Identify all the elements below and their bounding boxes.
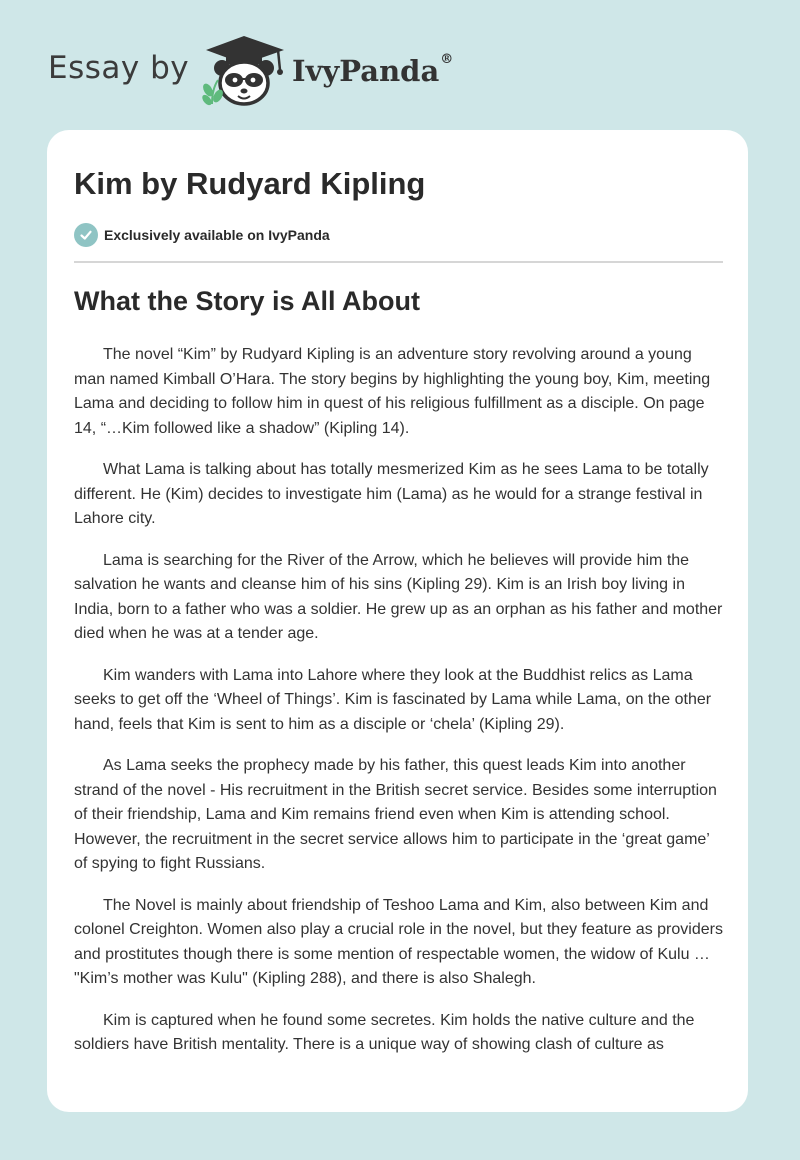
section-heading: What the Story is All About — [74, 286, 420, 316]
essay-by-label: Essay by — [48, 50, 190, 86]
page-title: Kim by Rudyard Kipling — [74, 166, 426, 201]
paragraph: Lama is searching for the River of the Arrow, which he believes will provide him the salvation he wants and cleanse him of his sins (Kipling 29). Kim is an Irish boy living in India, born to a father who was a soldier. He grew up as an orphan as his father and mother died when he was at a tender age. — [74, 551, 723, 642]
paragraph: As Lama seeks the prophecy made by his father, this quest leads Kim into another strand of the novel - His recruitment in the British secret service. Besides some interruption of their friendship, Lama and Kim remains friend even when Kim is attending school. However, the recruitment in the secret service allows him to participate in the ‘great game’ of spying to fight Russians. — [74, 757, 717, 872]
paragraph: What Lama is talking about has totally mesmerized Kim as he sees Lama to be totally different. He (Kim) decides to investigate him (Lama) as he would for a strange festival in Lahore city. — [74, 461, 709, 527]
paragraph: The novel “Kim” by Rudyard Kipling is an adventure story revolving around a young man named Kimball O’Hara. The story begins by highlighting the young boy, Kim, meeting Lama and deciding to follow him in quest of his religious fulfillment as a disciple. On page 14, “…Kim followed like a shadow” (Kipling 14). — [74, 346, 711, 437]
paragraph: The Novel is mainly about friendship of Teshoo Lama and Kim, also between Kim and colonel Creighton. Women also play a crucial role in the novel, but they feature as providers and prostitutes though there is some mention of respectable women, the widow of Kulu … "Kim’s mother was Kulu" (Kipling 288), and there is also Shalegh. — [74, 896, 723, 987]
article-body — [74, 343, 724, 1075]
badge-label: Exclusively available on IvyPanda — [104, 227, 330, 243]
checkmark-icon — [74, 223, 98, 247]
essay-card — [47, 130, 748, 1112]
panda-logo-icon[interactable] — [198, 34, 298, 108]
site-header — [0, 0, 800, 120]
brand-name[interactable]: IvyPanda® — [292, 52, 454, 88]
registered-mark: ® — [440, 52, 454, 67]
paragraph: Kim wanders with Lama into Lahore where they look at the Buddhist relics as Lama seeks to get off the ‘Wheel of Things’. Kim is fascinated by Lama while Lama, on the other hand, feels that Kim is sent to him as a disciple or ‘chela’ (Kipling 29). — [74, 666, 712, 733]
divider — [74, 261, 723, 263]
exclusive-badge — [74, 222, 330, 248]
paragraph: Kim is captured when he found some secretes. Kim holds the native culture and the soldiers have British mentality. There is a unique way of showing clash of culture as — [74, 1011, 695, 1053]
